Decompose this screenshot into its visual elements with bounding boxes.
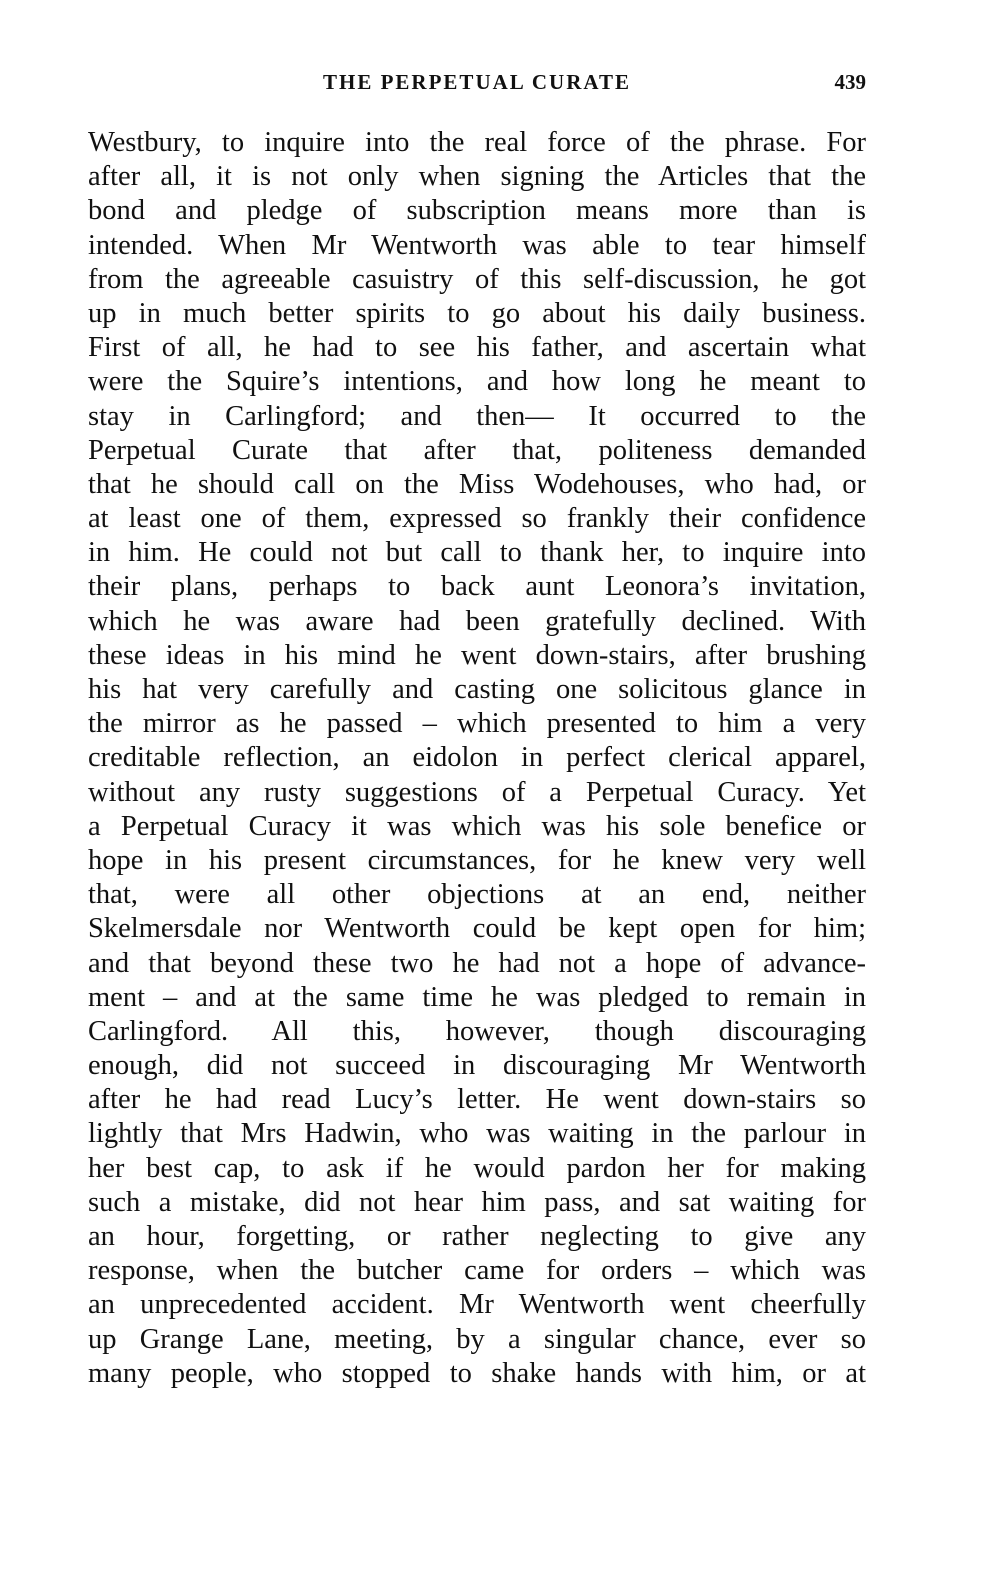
text-line: from the agreeable casuistry of this self-discussion, he got — [88, 263, 866, 295]
text-line: First of all, he had to see his father, and ascertain what — [88, 332, 866, 364]
text-line: an unprecedented accident. Mr Wentworth went cheerfully — [88, 1289, 866, 1321]
text-line: intended. When Mr Wentworth was able to tear himself — [88, 229, 866, 261]
running-head — [88, 70, 866, 100]
text-line: in him. He could not but call to thank her, to inquire into — [88, 537, 866, 569]
text-line: after all, it is not only when signing the Articles that the — [88, 161, 866, 193]
page-number: 439 — [834, 70, 866, 94]
text-line: enough, did not succeed in discouraging Mr Wentworth — [88, 1050, 866, 1082]
text-line: such a mistake, did not hear him pass, and sat waiting for — [88, 1186, 866, 1218]
text-line: Perpetual Curate that after that, politeness demanded — [88, 434, 866, 466]
text-line: that he should call on the Miss Wodehouses, who had, or — [88, 468, 866, 500]
body-text — [88, 126, 866, 1391]
text-line: Skelmersdale nor Wentworth could be kept open for him; — [88, 913, 866, 945]
text-line: the mirror as he passed – which presented to him a very — [88, 708, 866, 740]
text-line: without any rusty suggestions of a Perpetual Curacy. Yet — [88, 776, 866, 808]
text-line: bond and pledge of subscription means more than is — [88, 195, 866, 227]
text-line: these ideas in his mind he went down-stairs, after brushing — [88, 639, 866, 671]
text-line: Westbury, to inquire into the real force of the phrase. For — [88, 127, 866, 158]
text-line: creditable reflection, an eidolon in perfect clerical apparel, — [88, 742, 866, 774]
text-line: that, were all other objections at an end, neither — [88, 879, 866, 911]
text-line: up Grange Lane, meeting, by a singular chance, ever so — [88, 1323, 866, 1355]
text-line: at least one of them, expressed so frankly their confidence — [88, 503, 866, 535]
text-line: which he was aware had been gratefully declined. With — [88, 605, 866, 637]
text-line: lightly that Mrs Hadwin, who was waiting in the parlour in — [88, 1118, 866, 1150]
text-line: an hour, forgetting, or rather neglecting to give any — [88, 1221, 866, 1252]
text-line: his hat very carefully and casting one solicitous glance in — [88, 674, 866, 705]
text-line: many people, who stopped to shake hands with him, or at — [88, 1357, 866, 1389]
text-line: stay in Carlingford; and then— It occurred to the — [88, 400, 866, 432]
running-title: THE PERPETUAL CURATE — [323, 70, 631, 94]
text-line: up in much better spirits to go about his daily business. — [88, 297, 866, 329]
text-line: after he had read Lucy’s letter. He went down-stairs so — [88, 1084, 866, 1116]
text-line: their plans, perhaps to back aunt Leonora’s invitation, — [88, 571, 866, 603]
text-line: response, when the butcher came for orders – which was — [88, 1255, 866, 1287]
text-line: a Perpetual Curacy it was which was his sole benefice or — [88, 810, 866, 842]
text-line: were the Squire’s intentions, and how long he meant to — [88, 366, 866, 398]
text-line: ment – and at the same time he was pledged to remain in — [88, 981, 866, 1013]
text-line: and that beyond these two he had not a hope of advance- — [88, 947, 866, 979]
text-line: her best cap, to ask if he would pardon her for making — [88, 1152, 866, 1184]
text-line: Carlingford. All this, however, though discouraging — [88, 1015, 866, 1047]
text-line: hope in his present circumstances, for he knew very well — [88, 844, 866, 876]
